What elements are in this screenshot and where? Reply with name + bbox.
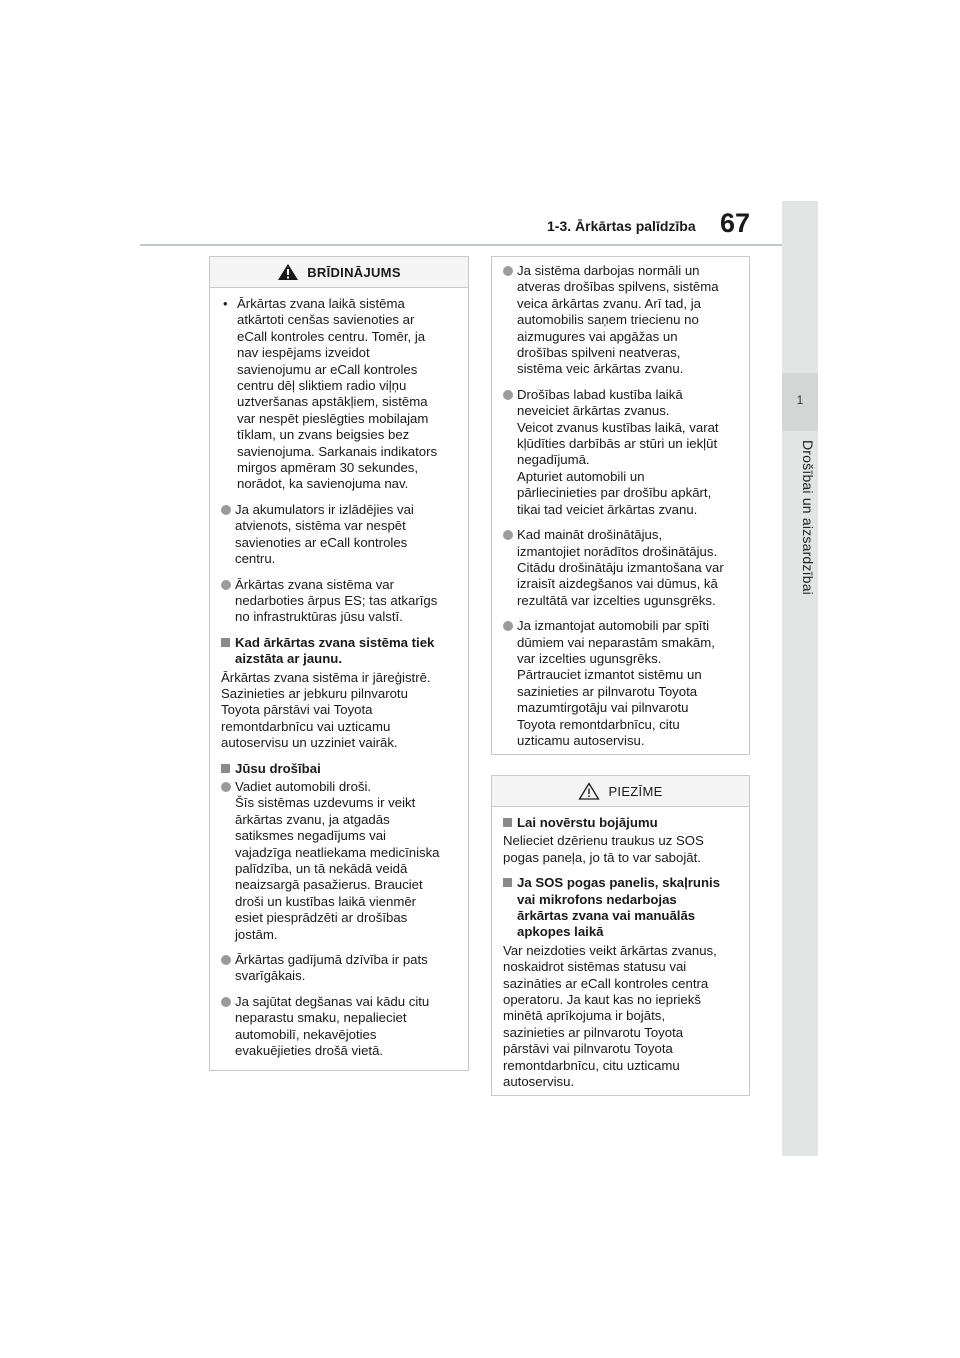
warning-box (209, 256, 469, 1071)
list-item-text: Ārkārtas zvana sistēma var nedarboties ārpus ES; tas atkarīgs no infrastruktūras jūsu valstī. (235, 576, 438, 625)
dot-marker (221, 997, 231, 1007)
notice-box (491, 775, 750, 1096)
list-item (503, 618, 739, 749)
list-item-text: Ja akumulators ir izlādējies vai atvienots, sistēma var nespēt savienoties ar eCall kontroles centru. (235, 501, 414, 567)
list-item-text: Drošības labad kustība laikā neveiciet ārkārtas zvanus. Veicot zvanus kustības laikā, varat kļūdīties darbībās ar stūri un iekļūt negadījumā. Apturiet automobili un pārliecinieties par drošību apkārt, tikai tad veiciet ārkārtas zvanu. (517, 386, 719, 517)
notice-title: PIEZĪME (608, 783, 663, 799)
subheading-text: Kad ārkārtas zvana sistēma tiek aizstāta ar jaunu. (235, 634, 435, 667)
list-item (221, 577, 458, 626)
subheading (221, 761, 458, 777)
subheading (221, 635, 458, 668)
caution-triangle-icon (578, 782, 600, 800)
paragraph: Var neizdoties veikt ārkārtas zvanus, noskaidrot sistēmas statusu vai sazināties ar eCall kontroles centra operatoru. Ja kaut kas no iepriekš minētā aprīkojuma ir bojāts, sazinieties ar pilnvarotu Toyota pārstāvi vai pilnvarotu Toyota remontdarbnīcu, citu uzticamu autoservisu. (503, 942, 717, 1090)
warning-continuation-box (491, 256, 750, 755)
notice-box-body (492, 807, 749, 1106)
square-marker (503, 878, 512, 887)
subheading-text: Ja SOS pogas panelis, skaļrunis vai mikrofons nedarbojas ārkārtas zvana vai manuālās apkopes laikā (517, 875, 721, 940)
dot-marker (503, 266, 513, 276)
square-marker (221, 638, 230, 647)
dot-marker (503, 621, 513, 631)
list-item-text: Ja sajūtat degšanas vai kādu citu neparastu smaku, nepalieciet automobilī, nekavējoties evakuējieties drošā vietā. (235, 993, 430, 1059)
paragraph: Nelieciet dzērienu traukus uz SOS pogas paneļa, jo tā to var sabojāt. (503, 833, 704, 865)
bullet-marker: • (223, 296, 228, 311)
list-item (503, 263, 739, 378)
square-marker (503, 818, 512, 827)
list-item-text: Ja izmantojat automobili par spīti dūmiem vai neparastām smakām, var izcelties ugunsgrēks. Pārtrauciet izmantot sistēmu un sazinieties ar pilnvarotu Toyota mazumtirgotāju vai pilnvarotu Toyota remontdarbnīcu, citu uzticamu autoservisu. (517, 618, 715, 748)
dot-marker (221, 505, 231, 515)
page-number: 67 (720, 208, 751, 238)
side-chapter-title: Drošībai un aizsardzībai (800, 440, 816, 595)
dot-marker (503, 390, 513, 400)
list-item (221, 779, 458, 943)
list-item-text: Vadiet automobili droši. Šīs sistēmas uzdevums ir veikt ārkārtas zvanu, ja atgadās satiksmes negadījums vai vajadzīga neatliekama medicīniska palīdzība, un tā nekādā veidā neaizsargā pasažierus. Brauciet droši un kustības laikā vienmēr esiet piesprādzēti ar drošības jostām. (235, 778, 440, 942)
dot-marker (503, 530, 513, 540)
list-item (503, 527, 739, 609)
list-item-text: Kad maināt drošinātājus, izmantojiet norādītos drošinātājus. Citādu drošinātāju izmantošana var izraisīt aizdegšanos vai dūmus, kā rezultātā var izcelties ugunsgrēks. (517, 527, 724, 608)
continuation-body (492, 257, 749, 764)
list-item (221, 952, 458, 985)
dot-marker (221, 782, 231, 792)
warning-triangle-icon (277, 263, 299, 281)
section-title: 1-3. Ārkārtas palīdzība (547, 218, 696, 234)
list-item-text: Ja sistēma darbojas normāli un atveras drošības spilvens, sistēma veica ārkārtas zvanu. Arī tad, ja automobilis saņem triecienu no aizmugures vai apgāžas un drošības spilveni neatveras, sistēma veic ārkārtas zvanu. (517, 263, 719, 377)
dot-marker (221, 955, 231, 965)
header-divider (140, 244, 782, 246)
paragraph: Ārkārtas zvana sistēma ir jāreģistrē. Sazinieties ar jebkuru pilnvarotu Toyota pārstāvi vai Toyota remontdarbnīcu vai uzticamu autoservisu un uzziniet vairāk. (221, 669, 431, 751)
subheading-text: Lai novērstu bojājumu (517, 815, 658, 830)
dot-marker (221, 580, 231, 590)
list-item (221, 502, 458, 568)
warning-box-header (210, 257, 468, 288)
notice-box-header (492, 776, 749, 807)
side-chapter-strip (782, 201, 818, 1156)
side-chapter-number: 1 (796, 393, 804, 407)
warning-bullet-text: Ārkārtas zvana laikā sistēma atkārtoti cenšas savienoties ar eCall kontroles centru. Tomēr, ja nav iespējams izveidot savienojumu ar eCall kontroles centru dēļ sliktiem radio viļņu uztveršanas apstākļiem, sistēma var nespēt pieslēgties mobilajam tīklam, un zvans beigsies bez savienojuma. Sarkanais indikators mirgos apmēram 30 sekundes, norādot, ka savienojuma nav. (237, 296, 438, 492)
list-item (503, 387, 739, 518)
subheading (503, 815, 739, 831)
warning-title: BRĪDINĀJUMS (307, 264, 401, 280)
warning-box-body (210, 288, 468, 1074)
warning-bullet-item (221, 296, 458, 493)
subheading (503, 875, 739, 941)
subheading-text: Jūsu drošībai (235, 760, 321, 776)
list-item-text: Ārkārtas gadījumā dzīvība ir pats svarīgākais. (235, 952, 428, 984)
square-marker (221, 764, 230, 773)
list-item (221, 994, 458, 1060)
